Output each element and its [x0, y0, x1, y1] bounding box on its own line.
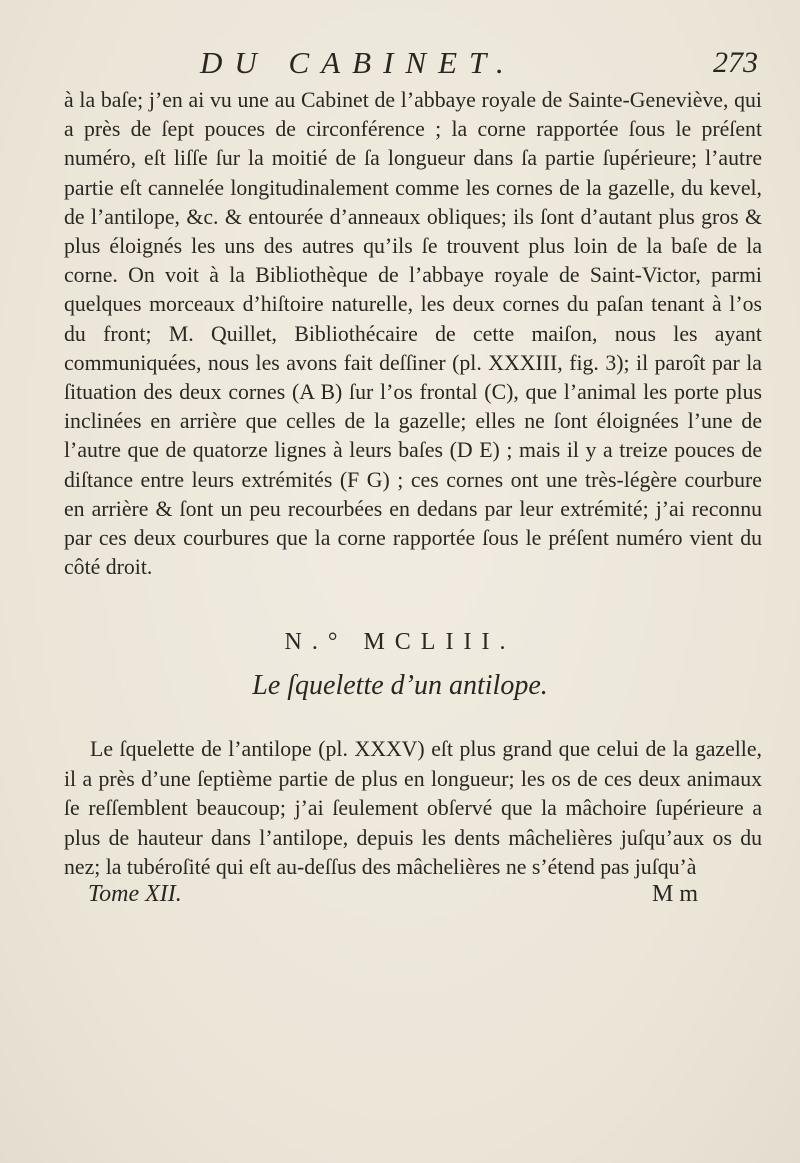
- entry-title: Le ſquelette d’un antilope.: [252, 670, 548, 701]
- signature-mark: M m: [651, 881, 698, 907]
- page-header: [200, 38, 760, 88]
- paragraph-1: à la baſe; j’en ai vu une au Cabinet de l’abbaye royale de Sainte-Geneviève, qui a près de ſept pouces de circonférence ; la corne rapportée ſous le préſent numéro, eſt liſſe ſur la moitié de ſa longueur dans ſa partie ſupérieure; l’autre partie eſt cannelée longitudinalement comme les cornes de la gazelle, du kevel, de l’antilope, &c. & entourée d’anneaux obliques; ils ſont d’autant plus gros & plus éloignés les uns des autres qu’ils ſe trouvent plus loin de la baſe de la corne. On voit à la Bibliothèque de l’abbaye royale de Saint-Victor, parmi quelques morceaux d’hiſtoire naturelle, les deux cornes du paſan tenant à l’os du front; M. Quillet, Bibliothécaire de cette maiſon, nous les ayant communiquées, nous les avons fait deſſiner (pl. XXXIII, fig. 3); il paroît par la ſituation des deux cornes (A B) ſur l’os frontal (C), que l’animal les porte plus inclinées en arrière que celles de la gazelle; elles ne ſont éloignées l’une de l’autre que de quatorze lignes à leurs baſes (D E) ; mais il y a treize pouces de diſtance entre leurs extrémités (F G) ; ces cornes ont une très-légère courbure en arrière & ſont un peu recourbées en dedans par leur extrémité; j’ai reconnu par ces deux courbures que la corne rapportée ſous le préſent numéro vient du côté droit.: [64, 88, 762, 580]
- paragraph-2: Le ſquelette de l’antilope (pl. XXXV) eſt plus grand que celui de la gazelle, il a près d’une ſeptième partie de plus en longueur; les os de ces deux animaux ſe reſſemblent beaucoup; j’ai ſeulement obſervé que la mâchoire ſupérieure a plus de hauteur dans l’antilope, depuis les dents mâchelières juſqu’aux os du nez; la tubéroſité qui eſt au-deſſus des mâchelières ne s’étend pas juſqu’à: [64, 737, 762, 879]
- tome-label: Tome XII.: [88, 881, 182, 907]
- second-text-block: [64, 735, 762, 883]
- running-head: DU CABINET.: [200, 45, 516, 80]
- page-footer: [88, 878, 698, 910]
- main-text-block: [64, 86, 762, 582]
- entry-number: N.° MCLIII.: [284, 629, 516, 655]
- page-number: 273: [713, 46, 758, 79]
